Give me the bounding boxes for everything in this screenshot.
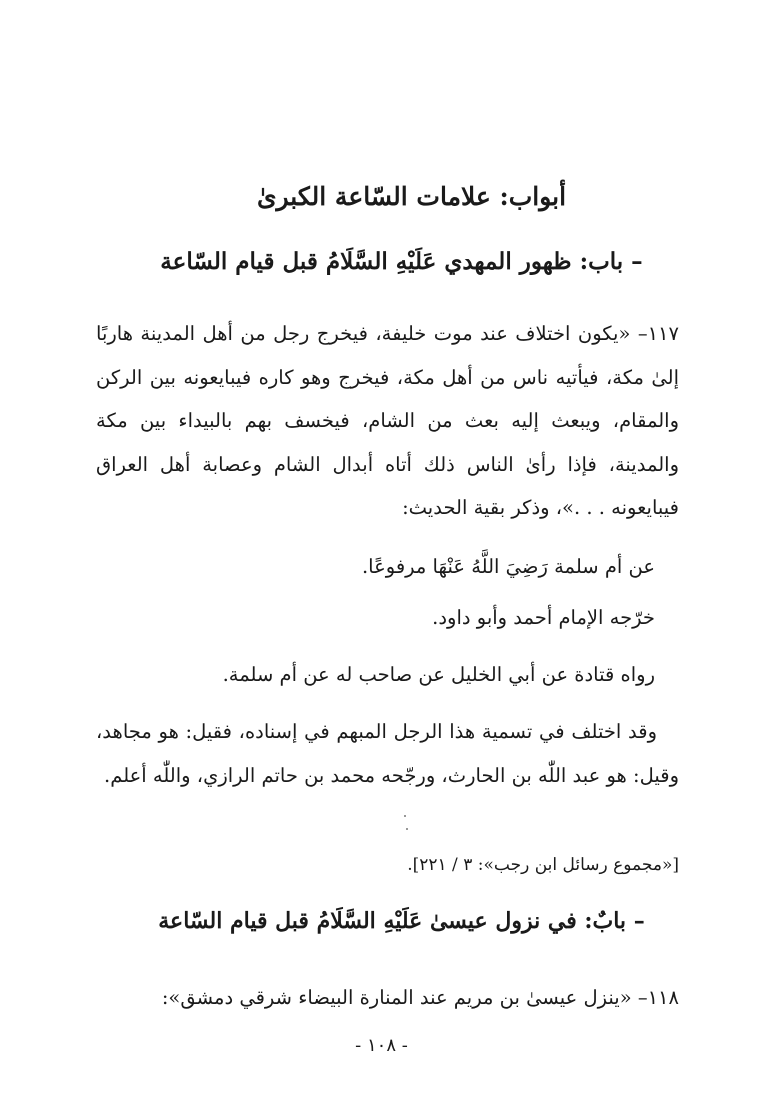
hadith-117-takhrij: خرّجه الإمام أحمد وأبو داود. (432, 606, 655, 629)
hadith-117-commentary: وقد اختلف في تسمية هذا الرجل المبهم في إسناده، فقيل: هو مجاهد، وقيل: هو عبد اللّٰه بن الحارث، ورجّحه محمد بن حاتم الرازي، واللّٰه أعلم. (96, 720, 679, 787)
page-number: - ١٠٨ - (355, 1035, 408, 1056)
hadith-117-chain: رواه قتادة عن أبي الخليل عن صاحب له عن أم سلمة. (222, 663, 655, 686)
chapter-title-mahdi: – باب: ظهور المهدي عَلَيْهِ السَّلَامُ قبل قيام السّاعة (160, 248, 643, 275)
scan-speck (404, 815, 406, 817)
hadith-117-narrator: عن أم سلمة رَضِيَ اللَّهُ عَنْهَا مرفوعًا. (361, 555, 655, 578)
hadith-117-source: [«مجموع رسائل ابن رجب»: ٣ / ٢٢١]. (407, 855, 679, 875)
hadith-118-text: ١١٨– «ينزل عيسىٰ بن مريم عند المنارة البيضاء شرقي دمشق»: (161, 986, 679, 1009)
chapter-title-isa: – بابٌ: في نزول عيسىٰ عَلَيْهِ السَّلَامُ قبل قيام السّاعة (158, 908, 645, 934)
main-title: أبواب: علامات السّاعة الكبرىٰ (256, 182, 567, 211)
scan-speck (406, 828, 408, 830)
hadith-117-text: ١١٧– «يكون اختلاف عند موت خليفة، فيخرج رجل من أهل المدينة هاربًا إلىٰ مكة، فيأتيه ناس من أهل مكة، فيخرج وهو كاره فيبايعونه بين الركن والمقام، ويبعث إليه بعث من الشام، فيخسف بهم بالبيداء بين مكة والمدينة، فإذا رأىٰ الناس ذلك أتاه أبدال الشام وعصابة أهل العراق فيبايعونه . . .»، وذكر بقية الحديث: (96, 322, 679, 520)
